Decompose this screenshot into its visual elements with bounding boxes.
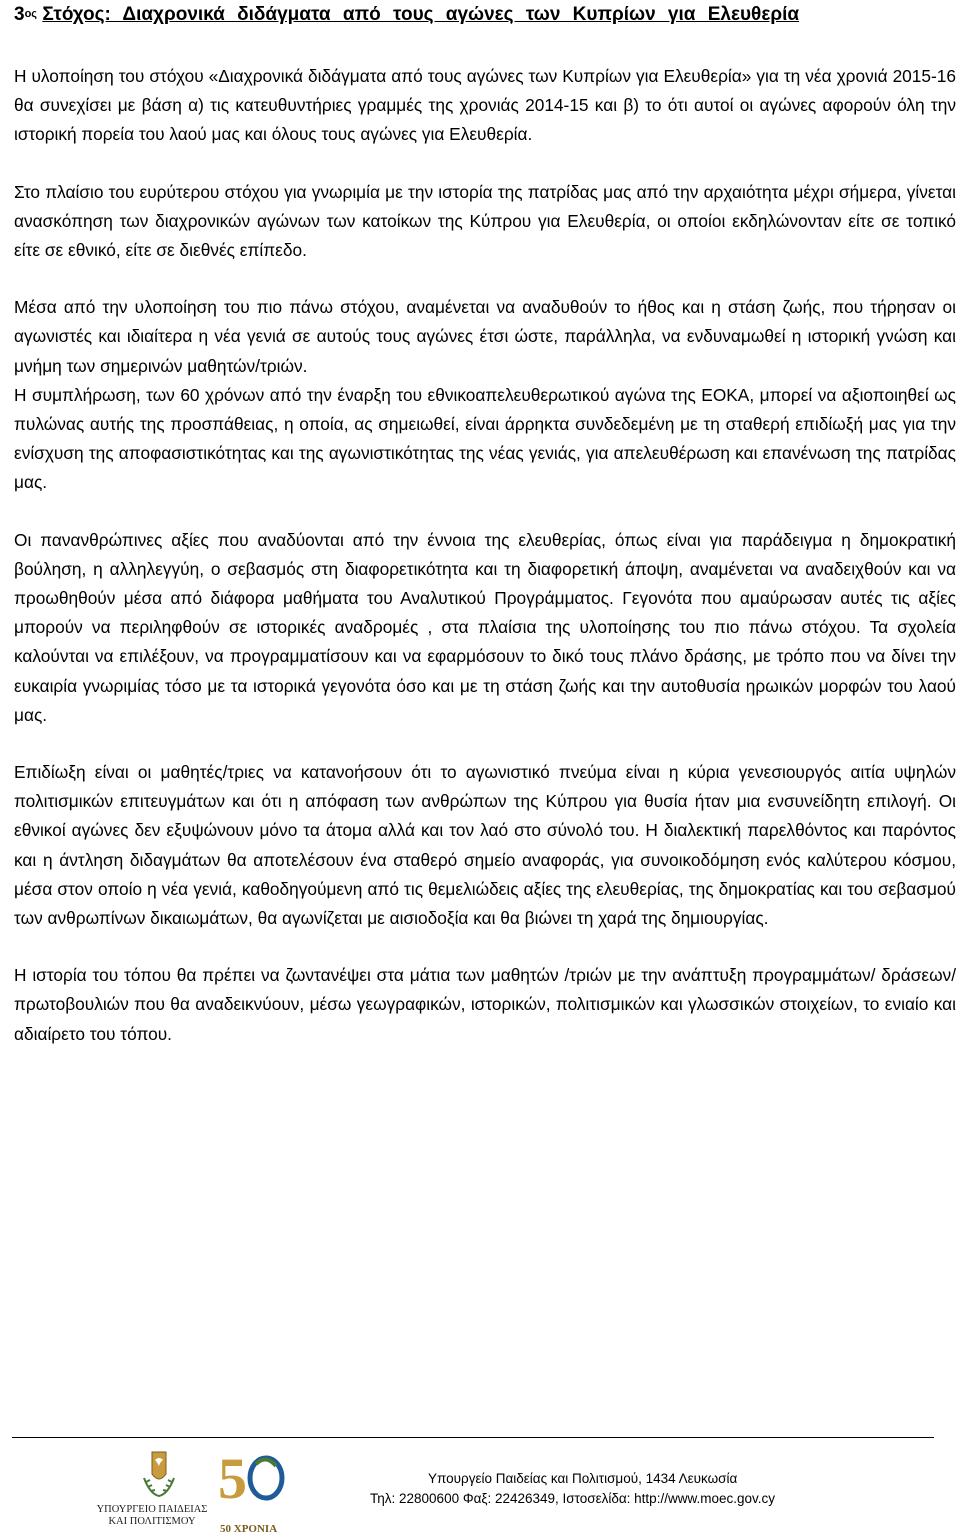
cyprus-emblem-icon: [92, 1446, 292, 1506]
paragraph-intro: Η υλοποίηση του στόχου «Διαχρονικά διδάγματα από τους αγώνες των Κυπρίων για Ελευθερία» για τη νέα χρονιά 2015-16 θα συνεχίσει με βάση α) τις κατευθυντήριες γραμμές της χρονιάς 2014-15 και β) το ότι αυτοί οι αγώνες αφορούν όλη την ιστορική πορεία του λαού μας και όλους τους αγώνες για Ελευθερία.: [14, 66, 956, 145]
paragraph-expectations: Μέσα από την υλοποίηση του πιο πάνω στόχου, αναμένεται να αναδυθούν το ήθος και η στάση ζωής, που τήρησαν οι αγωνιστές και ιδιαίτερα η νέα γενιά σε αυτούς τους αγώνες έτσι ώστε, παράλληλα, να ενδυναμωθεί η ιστορική γνώση και μνήμη των σημερινών μαθητών/τριών.: [14, 297, 956, 376]
footer-address: Υπουργείο Παιδείας και Πολιτισμού, 1434 Λευκωσία: [428, 1471, 738, 1486]
footer-divider: [12, 1437, 934, 1438]
title-ordinal-suffix: ος: [24, 8, 38, 20]
paragraph-context: Στο πλαίσιο του ευρύτερου στόχου για γνωριμία με την ιστορία της πατρίδας μας από την αρχαιότητα μέχρι σήμερα, γίνεται ανασκόπηση των διαχρονικών αγώνων των κατοίκων της Κύπρου για Ελευθερία, οι οποίοι εκδηλώνονταν είτε σε τοπικό είτε σε εθνικό, είτε σε διεθνές επίπεδο.: [14, 181, 956, 261]
logo-ministry-line1: ΥΠΟΥΡΓΕΙΟ ΠΑΙΔΕΙΑΣ: [96, 1504, 208, 1515]
title-number: 3: [14, 4, 25, 25]
title-text: Στόχος: Διαχρονικά διδάγματα από τους αγώνες των Κυπρίων για Ελευθερία: [42, 4, 800, 25]
logo-ministry-line2: ΚΑΙ ΠΟΛΙΤΙΣΜΟΥ: [108, 1516, 196, 1527]
paragraph-local-history: Η ιστορία του τόπου θα πρέπει να ζωντανέψει στα μάτια των μαθητών /τριών με την ανάπτυξη προγραμμάτων/ δράσεων/πρωτοβουλιών που θα αναδεικνύουν, μέσω γεωγραφικών, ιστορικών, πολιτισμικών και γλωσσικών στοιχείων, το ενιαίο και αδιαίρετο του τόπου.: [14, 965, 956, 1044]
paragraph-aims: Επιδίωξη είναι οι μαθητές/τριες να κατανοήσουν ότι το αγωνιστικό πνεύμα είναι η κύρια γενεσιουργός αιτία υψηλών πολιτισμικών επιτευγμάτων και ότι η απόφαση των ανθρώπων της Κύπρου για θυσία ήταν μια ενσυνείδητη επιλογή. Οι εθνικοί αγώνες δεν εξυψώνουν μόνο τα άτομα αλλά και τον λαό στο σύνολό του. Η διαλεκτική παρελθόντος και παρόντος και η άντληση διδαγμάτων θα αποτελέσουν ένα σταθερό σημείο αναφοράς, για συνοικοδόμηση ενός καλύτερου κόσμου, μέσα στον οποίο η νέα γενιά, καθοδηγούμενη από τις θεμελιώδεις αξίες της ελευθερίας, της δημοκρατίας και του σεβασμού των ανθρωπίνων δικαιωμάτων, θα αγωνίζεται με αισιοδοξία και θα βιώνει τη χαρά της δημιουργίας.: [14, 762, 956, 929]
paragraph-values: Οι πανανθρώπινες αξίες που αναδύονται από την έννοια της ελευθερίας, όπως είναι για παράδειγμα η δημοκρατική βούληση, η αλληλεγγύη, ο σεβασμός στη διαφορετικότητα και τη διαφορετική άποψη, αναμένεται να αναδειχθούν και να προωθηθούν μέσα από διάφορα μαθήματα του Αναλυτικού Προγράμματος. Γεγονότα που αμαύρωσαν αυτές τις αξίες μπορούν να περιληφθούν σε ιστορικές αναδρομές , στα πλαίσια της υλοποίησης του πιο πάνω στόχου. Τα σχολεία καλούνται να επιλέξουν, να προγραμματίσουν και να εφαρμόσουν το δικό τους πλάνο δράσης, με τρόπο που να δίνει την ευκαιρία γνωριμίας τόσο με τα ιστορικά γεγονότα όσο και με τη στάση ζωής και την αυτοθυσία ηρωικών μορφών του λαού μας.: [14, 529, 956, 725]
logo-anniversary-text: 50 ΧΡΟΝΙΑ: [220, 1523, 278, 1535]
ministry-logo: [92, 1446, 292, 1536]
svg-text:5: 5: [218, 1446, 247, 1506]
page-title: [14, 0, 956, 32]
footer-contact: Τηλ: 22800600 Φαξ: 22426349, Ιστοσελίδα: http://www.moec.gov.cy: [370, 1491, 775, 1506]
paragraph-eoka: Η συμπλήρωση, των 60 χρόνων από την έναρξη του εθνικοαπελευθερωτικού αγώνα της ΕΟΚΑ, μπορεί να αξιοποιηθεί ως πυλώνας αυτής της προσπάθειας, η οποία, ας σημειωθεί, είναι άρρηκτα συνδεδεμένη με τη σταθερή επιδίωξή μας για την ενίσχυση της αποφασιστικότητας και της αγωνιστικότητας της νέας γενιάς, για απελευθέρωση και επανένωση της πατρίδας μας.: [14, 384, 956, 493]
document-body: [14, 62, 956, 1049]
